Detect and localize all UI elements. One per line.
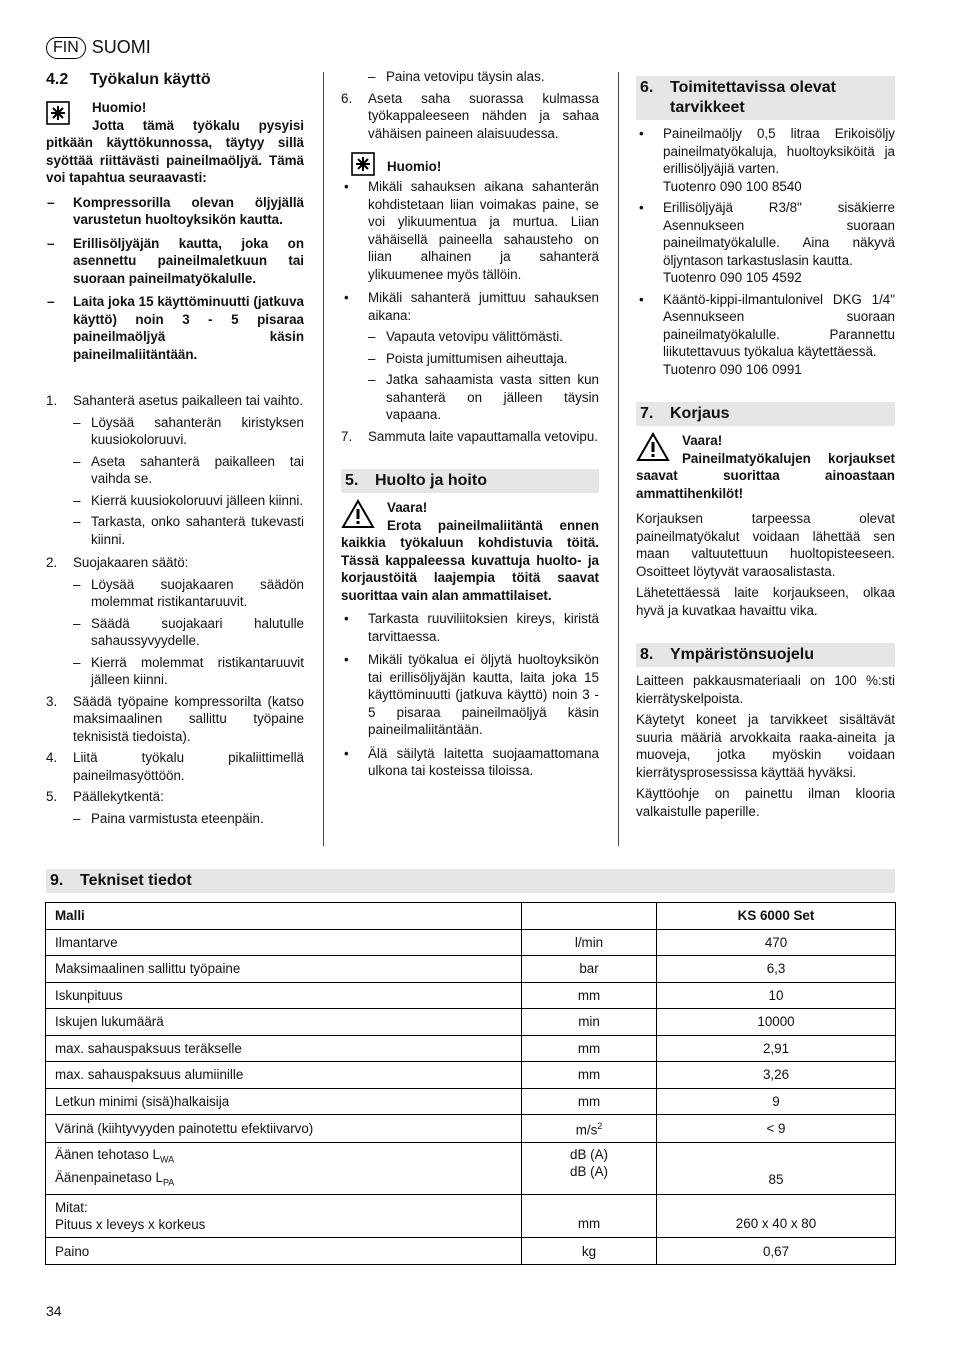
table-row: [46, 1238, 896, 1265]
repair-paragraph: Lähetettäessä laite korjaukseen, olkaa hyvä ja kuvatkaa havaittu vika.: [636, 585, 895, 618]
maintenance-list: [341, 610, 599, 780]
page-number: 34: [46, 1303, 62, 1319]
table-row: [46, 956, 896, 983]
page-header: [46, 37, 151, 59]
usage-steps: [46, 392, 304, 827]
section-heading-8: 8. Ympäristönsuojelu: [636, 643, 895, 667]
list-item: – Aseta sahanterä paikalleen tai vaihda se.: [73, 453, 304, 488]
list-item: – Säädä suojakaari halutulle sahaussyvyydelle.: [73, 615, 304, 650]
step-item: 2. Suojakaaren säätö: – Löysää suojakaaren säädön molemmat ristikantaruuvit. – Säädä suojakaari halutulle sahaussyvyydelle. – Kierrä molemmat ristikantaruuvit jälleen kiinni.: [46, 554, 304, 689]
notice-text: Jotta tämä työkalu pysyisi pitkään käyttökunnossa, täytyy sillä syöttää riittävästi paineilmaöljyä. Tämä voi tapahtua seuraavasti:: [46, 117, 304, 185]
step-item: 3. Säädä työpaine kompressorilta (katso maksimaalinen sallittu työpaine teknisistä tiedoista).: [46, 693, 304, 744]
environment-paragraph: Käyttöohje on painettu ilman klooria valkaistulle paperille.: [636, 786, 895, 819]
warning-title: Vaara!: [387, 500, 428, 515]
environment-paragraph: Käytetyt koneet ja tarvikkeet sisältävät suuria määriä arvokkaita raaka-aineita ja muoveja, jotka myöskin voidaan kierrätysprosessissa käyttää hyväksi.: [636, 712, 895, 780]
table-cell: 85: [657, 1142, 896, 1194]
notice-icon: [351, 152, 375, 176]
column-3: [636, 76, 895, 820]
accessories-list: [636, 125, 895, 378]
table-row: [46, 1062, 896, 1089]
warning-title: Vaara!: [682, 433, 723, 448]
list-item: – Kierrä kuusiokoloruuvi jälleen kiinni.: [73, 492, 304, 510]
table-cell: [522, 903, 657, 930]
section-heading-5: 5. Huolto ja hoito: [341, 469, 599, 493]
list-item: • Tarkasta ruuviliitoksien kireys, kiristä tarvittaessa.: [341, 610, 599, 645]
repair-paragraph: Korjauksen tarpeessa olevat paineilmatyökalut voidaan lähettää sen maan valtuutettuun huoltopisteeseen. Osoitteet löytyvät varaosalistasta.: [636, 511, 895, 579]
table-cell: 3,26: [657, 1062, 896, 1089]
list-item: • Paineilmaöljy 0,5 litraa Erikoisöljy paineilmatyökaluja, huoltoyksiköitä ja erillisöljyäjiä varten. Tuotenro 090 100 8540: [636, 125, 895, 195]
table-cell: 2,91: [657, 1036, 896, 1062]
section-heading-4-2: 4.2 Työkalun käyttö: [46, 71, 211, 88]
table-cell: Letkun minimi (sisä)halkaisija: [46, 1089, 522, 1115]
table-row: [46, 1036, 896, 1062]
list-item: – Erillisöljyäjän kautta, joka on asennettu paineilmaletkuun tai suoraan paineilmatyökalulle.: [46, 235, 304, 288]
table-cell: 10: [657, 983, 896, 1009]
table-row: [46, 983, 896, 1009]
table-row: [46, 1009, 896, 1036]
table-cell: max. sahauspaksuus alumiinille: [46, 1062, 522, 1089]
list-item: – Jatka sahaamista vasta sitten kun sahanterä on jälleen täysin vapaana.: [368, 371, 599, 424]
table-cell: < 9: [657, 1115, 896, 1143]
list-item: – Laita joka 15 käyttöminuutti (jatkuva käyttö) noin 3 - 5 pisaraa paineilmaöljyä käsin paineilmaliitäntään.: [46, 293, 304, 363]
list-item: • Mikäli sahanterä jumittuu sahauksen aikana: – Vapauta vetovipu välittömästi. – Poista jumittumisen aiheuttaja. – Jatka sahaamista vasta sitten kun sahanterä on jälleen täysin vapaana.: [341, 289, 599, 424]
step-item: 7. Sammuta laite vapauttamalla vetovipu.: [341, 428, 598, 444]
table-row: [46, 930, 896, 956]
list-item: – Löysää suojakaaren säädön molemmat ristikantaruuvit.: [73, 576, 304, 611]
list-item: – Vapauta vetovipu välittömästi.: [368, 328, 599, 346]
column-divider: [323, 72, 324, 846]
table-cell: mm: [522, 1089, 657, 1115]
list-item: • Mikäli työkalua ei öljytä huoltoyksikön tai erillisöljyäjän kautta, laita joka 15 käyttöminuutti (jatkuva käyttö) noin 3 - 5 pisaraa paineilmaöljyä käsin paineilmaliitäntään.: [341, 651, 599, 739]
table-cell: 0,67: [657, 1238, 896, 1265]
table-cell: Ilmantarve: [46, 930, 522, 956]
table-row: [46, 1115, 896, 1143]
table-cell: kg: [522, 1238, 657, 1265]
list-item: – Löysää sahanterän kiristyksen kuusiokoloruuvi.: [73, 414, 304, 449]
section-heading-9: 9. Tekniset tiedot: [46, 869, 895, 893]
list-item: • Kääntö-kippi-ilmantulonivel DKG 1/4" Asennukseen suoraan paineilmatyökalulle. Parannettu liikutettavuus työkalua käytettäessä. Tuotenro 090 106 0991: [636, 291, 895, 379]
warning-text: Paineilmatyökalujen korjaukset saavat suorittaa ainoastaan ammattihenkilöt!: [636, 450, 895, 501]
table-cell: dB (A) dB (A): [522, 1142, 657, 1194]
table-cell: Iskujen lukumäärä: [46, 1009, 522, 1036]
table-cell: Maksimaalinen sallittu työpaine: [46, 956, 522, 983]
column-1: [46, 68, 304, 827]
table-row: [46, 1195, 896, 1238]
table-cell: l/min: [522, 930, 657, 956]
notice-title: Huomio!: [387, 159, 442, 174]
warning-icon: [341, 499, 375, 529]
table-cell: 260 x 40 x 80: [657, 1195, 896, 1238]
list-item: – Paina vetovipu täysin alas.: [368, 68, 599, 86]
table-cell: mm: [522, 983, 657, 1009]
table-cell: 470: [657, 930, 896, 956]
warning-icon: [636, 432, 670, 462]
step-item: 5. Päällekytkentä: – Paina varmistusta eteenpäin.: [46, 788, 304, 827]
table-cell: KS 6000 Set: [657, 903, 896, 930]
column-divider: [618, 72, 619, 846]
table-row: [46, 1142, 896, 1194]
table-cell: 6,3: [657, 956, 896, 983]
table-header-row: [46, 903, 896, 930]
table-row: [46, 1089, 896, 1115]
table-cell: max. sahauspaksuus teräkselle: [46, 1036, 522, 1062]
table-cell: Paino: [46, 1238, 522, 1265]
technical-data-table: [45, 902, 896, 1265]
table-cell: 9: [657, 1089, 896, 1115]
list-item: – Tarkasta, onko sahanterä tukevasti kiinni.: [73, 513, 304, 548]
section-heading-7: 7. Korjaus: [636, 402, 895, 426]
language-code-badge: FIN: [46, 37, 86, 59]
list-item: – Poista jumittumisen aiheuttaja.: [368, 350, 599, 368]
list-item: – Paina varmistusta eteenpäin.: [73, 810, 304, 828]
warning-text: Erota paineilmaliitäntä ennen kaikkia työkaluun kohdistuvia töitä. Tässä kappaleessa kuvattuja huolto- ja korjaustöitä laajempia töitä saavat suorittaa vain alan ammattilaiset.: [341, 517, 599, 603]
table-cell: Mitat: Pituus x leveys x korkeus: [46, 1195, 522, 1238]
notice-box: [46, 99, 304, 187]
table-cell: Malli: [46, 903, 522, 930]
table-cell: 10000: [657, 1009, 896, 1036]
section-heading-6: 6. Toimitettavissa olevat tarvikkeet: [636, 76, 895, 120]
table-cell: bar: [522, 956, 657, 983]
table-cell: mm: [522, 1195, 657, 1238]
table-cell: min: [522, 1009, 657, 1036]
list-item: • Mikäli sahauksen aikana sahanterän kohdistetaan liian voimakas paine, se voi ylikuumentua ja murtua. Liian vähäisellä paineella sahausteho on liian alhainen ja sahanterä ylikuumenee myös tällöin.: [341, 178, 599, 283]
table-cell: mm: [522, 1062, 657, 1089]
language-name: SUOMI: [91, 37, 151, 58]
notice-title: Huomio!: [92, 100, 147, 115]
table-cell: Iskunpituus: [46, 983, 522, 1009]
step-item: 6. Aseta saha suorassa kulmassa työkappaleeseen nähden ja sahaa vähäisen paineen alaisuudessa.: [341, 90, 599, 141]
oil-options-list: [46, 194, 304, 364]
table-cell: Äänen tehotaso $L_{WA}$ Äänenpainetaso $L_{PA}$: [46, 1142, 522, 1194]
step-item: 4. Liitä työkalu pikaliittimellä paineilmasyöttöön.: [46, 750, 304, 783]
table-cell: $m/s^2$: [522, 1115, 657, 1143]
list-item: – Kompressorilla olevan öljyjällä varustetun huoltoyksikön kautta.: [46, 194, 304, 229]
environment-paragraph: Laitteen pakkausmateriaali on 100 %:sti kierrätyskelpoista.: [636, 673, 895, 706]
list-item: • Älä säilytä laitetta suojaamattomana ulkona tai kosteissa tiloissa.: [341, 745, 599, 780]
list-item: • Erillisöljyäjä R3/8" sisäkierre Asennukseen suoraan paineilmatyökalulle. Aina näkyvä öljyntason tarkastuslasin kautta. Tuotenro 090 105 4592: [636, 199, 895, 287]
notice-icon: [46, 101, 70, 125]
column-2: [341, 68, 599, 780]
warning-box: [636, 432, 895, 502]
table-cell: mm: [522, 1036, 657, 1062]
warning-box: [341, 499, 599, 604]
step-item: 1. Sahanterä asetus paikalleen tai vaihto. – Löysää sahanterän kiristyksen kuusiokoloruuvi. – Aseta sahanterä paikalleen tai vaihda se. – Kierrä kuusiokoloruuvi jälleen kiinni. – Tarkasta, onko sahanterä tukevasti kiinni.: [46, 392, 304, 548]
list-item: – Kierrä molemmat ristikantaruuvit jälleen kiinni.: [73, 654, 304, 689]
table-cell: Värinä (kiihtyvyyden painotettu efektiivarvo): [46, 1115, 522, 1143]
